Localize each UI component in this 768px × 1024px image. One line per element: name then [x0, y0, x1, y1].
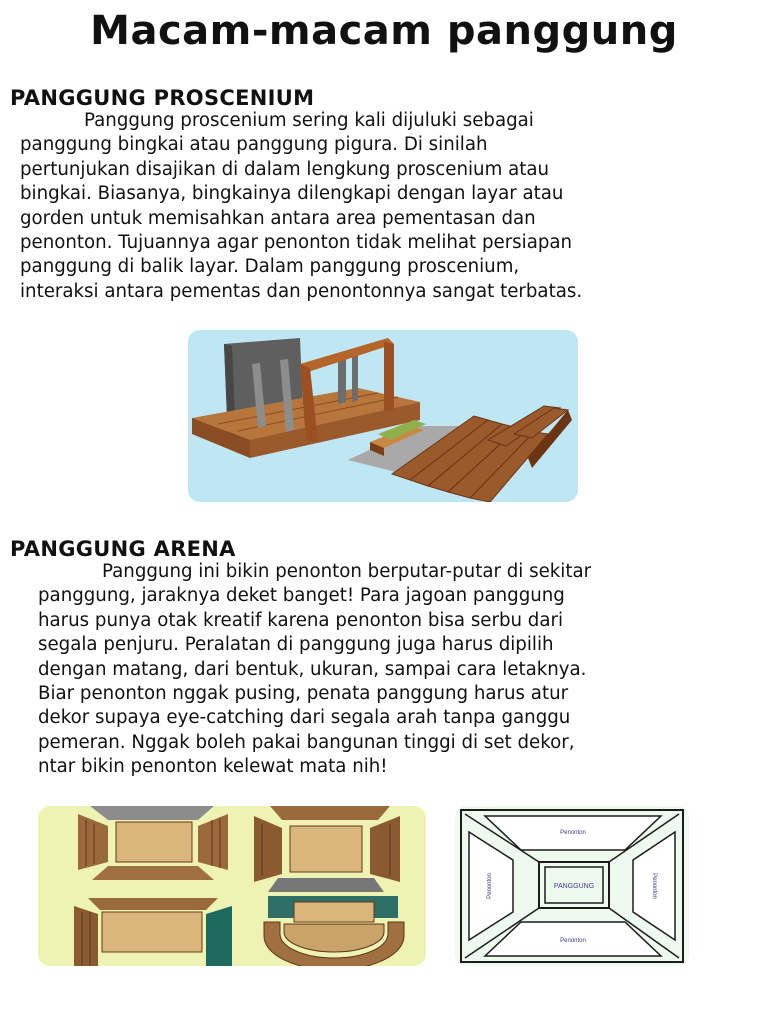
- text-line: bingkai. Biasanya, bingkainya dilengkapi dengan layar atau: [20, 183, 564, 205]
- section-text-proscenium: [20, 109, 582, 304]
- text-line: pertunjukan disajikan di dalam lengkung proscenium atau: [20, 158, 550, 180]
- text-line: pemeran. Nggak boleh pakai bangunan tinggi di set dekor,: [38, 731, 575, 753]
- stage-label: PANGGUNG: [553, 883, 595, 890]
- text-line: panggung, jaraknya deket banget! Para jagoan panggung: [38, 585, 565, 607]
- text-line: interaksi antara pementas dan penontonnya sangat terbatas.: [20, 280, 583, 302]
- text-line: ntar bikin penonton kelewat mata nih!: [38, 756, 388, 778]
- text-line: harus punya otak kreatif karena penonton bisa serbu dari: [38, 609, 564, 631]
- text-line: Panggung proscenium sering kali dijuluki sebagai: [84, 110, 534, 131]
- text-line: panggung bingkai atau panggung pigura. Di sinilah: [20, 134, 488, 156]
- text-line: dengan matang, dari bentuk, ukuran, sampai cara letaknya.: [38, 658, 587, 680]
- arena-floor-plan-diagram: [455, 806, 689, 966]
- audience-label-top: Penonton: [560, 830, 586, 836]
- text-line: panggung di balik layar. Dalam panggung proscenium,: [20, 256, 520, 278]
- section-text-arena: [38, 560, 591, 780]
- proscenium-stage-illustration: [188, 330, 578, 502]
- text-line: dekor supaya eye-catching dari segala arah tanpa ganggu: [38, 707, 571, 729]
- audience-label-bottom: Penonton: [560, 938, 586, 944]
- text-line: penonton. Tujuannya agar penonton tidak melihat persiapan: [20, 232, 573, 254]
- arena-stage-variations-illustration: [38, 806, 426, 966]
- text-line: Biar penonton nggak pusing, penata panggung harus atur: [38, 683, 569, 705]
- page-title: Macam-macam panggung: [90, 8, 678, 54]
- section-heading-arena: PANGGUNG ARENA: [10, 537, 236, 561]
- audience-label-left: Penonton: [487, 873, 493, 899]
- section-heading-proscenium: PANGGUNG PROSCENIUM: [10, 86, 315, 110]
- text-line: segala penjuru. Peralatan di panggung juga harus dipilih: [38, 634, 554, 656]
- text-line: gorden untuk memisahkan antara area pementasan dan: [20, 207, 536, 229]
- audience-label-right: Penonton: [651, 873, 657, 899]
- text-line: Panggung ini bikin penonton berputar-putar di sekitar: [102, 561, 592, 582]
